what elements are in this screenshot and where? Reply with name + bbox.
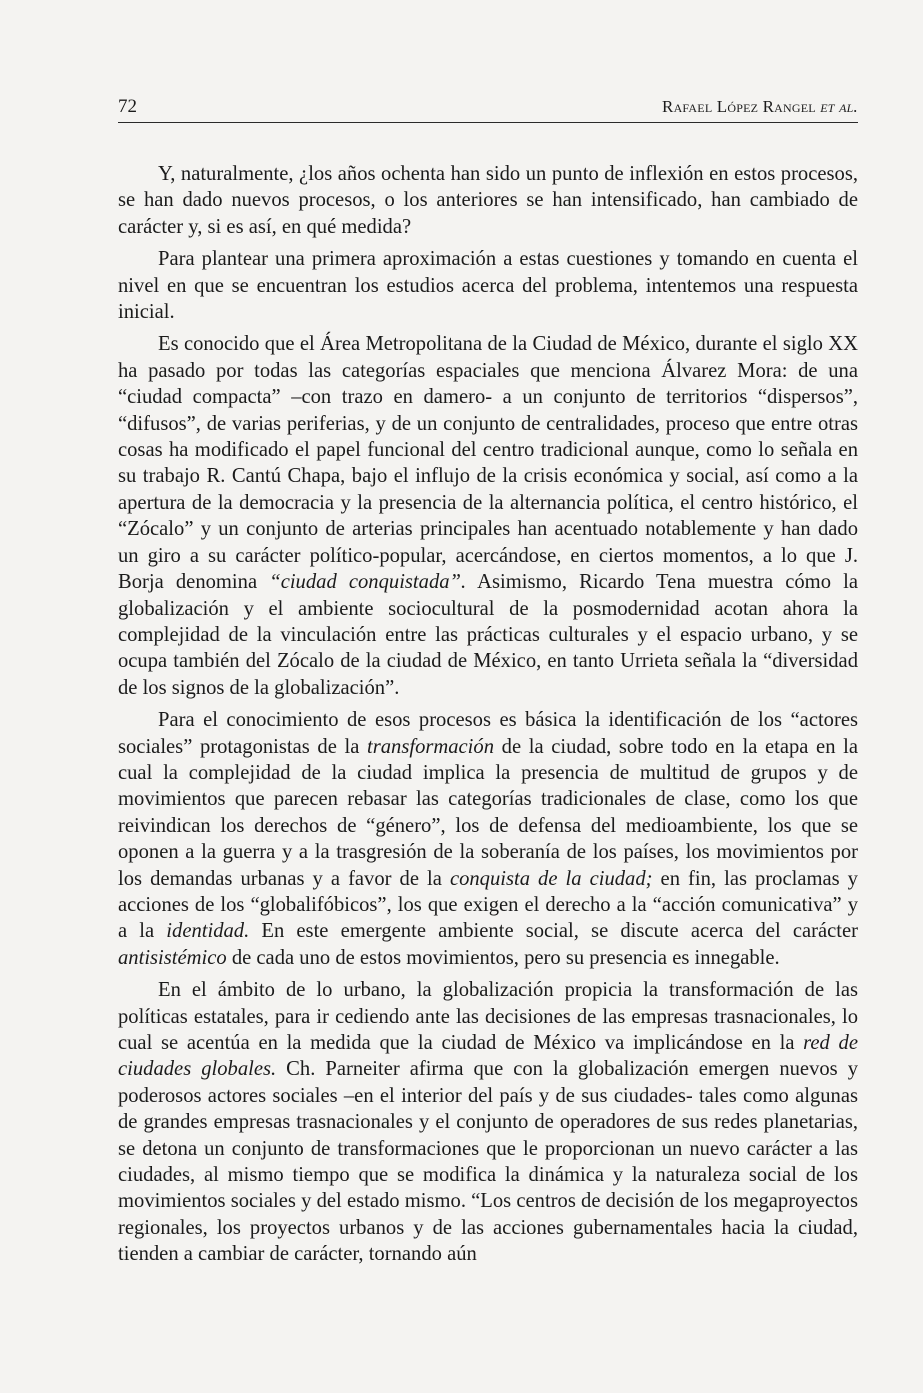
running-title-etal: et al. [820, 97, 858, 116]
running-title [662, 97, 858, 117]
running-header [118, 94, 858, 123]
paragraph-text: En este emergente ambiente social, se discute acerca del carácter [249, 920, 858, 943]
paragraph-text: en fin, las proclamas y acciones de los “globalifóbicos”, los que exigen el derecho a la “acción comunicativa” y a la [118, 867, 858, 943]
paragraph-1 [118, 161, 858, 240]
paragraph-4 [118, 707, 858, 971]
paragraph-text: Para el conocimiento de esos procesos es básica la identificación de los “actores sociales” protagonistas de la [118, 709, 858, 758]
paragraph-text: En el ámbito de lo urbano, la globalización propicia la transformación de las políticas estatales, para ir cediendo ante las decisiones de las empresas trasnacionales, lo cual se acentúa en la medida que la ciudad de México va implicándose en la [118, 979, 858, 1054]
italic-term: conquista de la ciudad; [449, 867, 653, 890]
italic-term: transformación [367, 735, 495, 758]
italic-term: identidad. [166, 920, 250, 943]
page-number: 72 [118, 96, 137, 117]
paragraph-2 [118, 246, 858, 325]
body-text [118, 161, 858, 1268]
paragraph-text: Ch. Parneiter afirma que con la globalización emergen nuevos y poderosos actores sociales –en el interior del país y de sus ciudades- tales como algunas de grandes empresas trasnacionales y el conjunto de operadores de sus redes planetarias, se detona un conjunto de transformaciones que le proporcionan un nuevo carácter a las ciudades, al mismo tiempo que se modifica la dinámica y la naturaleza social de los movimientos sociales y del estado mismo. “Los centros de decisión de los megaproyectos regionales, los proyectos urbanos y de las acciones gubernamentales hacia la ciudad, tienden a cambiar de carácter, tornando aún [118, 1058, 858, 1266]
book-page [118, 94, 858, 1274]
italic-term: “ciudad conquistada”. [269, 571, 467, 594]
running-title-author: Rafael López Rangel [662, 97, 821, 116]
paragraph-text: Asimismo, Ricardo Tena muestra cómo la globalización y el ambiente sociocultural de la posmodernidad acotan ahora la complejidad de la vinculación entre las prácticas culturales y el espacio urbano, y se ocupa también del Zócalo de la ciudad de México, en tanto Urrieta señala la “diversidad de los signos de la globalización”. [118, 571, 858, 699]
paragraph-text: Para plantear una primera aproximación a estas cuestiones y tomando en cuenta el nivel en que se encuentran los estudios acerca del problema, intentemos una respuesta inicial. [118, 248, 858, 324]
paragraph-text: de cada uno de estos movimientos, pero su presencia es innegable. [226, 946, 780, 969]
paragraph-3 [118, 331, 858, 701]
paragraph-text: Y, naturalmente, ¿los años ochenta han sido un punto de inflexión en estos procesos, se han dado nuevos procesos, o los anteriores se han intensificado, han cambiado de carácter y, si es así, en qué medida? [118, 163, 858, 238]
paragraph-text: de la ciudad, sobre todo en la etapa en la cual la complejidad de la ciudad implica la presencia de multitud de grupos y de movimientos que parecen rebasar las categorías tradicionales de clase, como los que reivindican los derechos de “género”, los de defensa del medioambiente, los que se oponen a la guerra y a la trasgresión de la soberanía de los países, los movimientos por los demandas urbanas y a favor de la [118, 735, 858, 890]
paragraph-5 [118, 977, 858, 1267]
italic-term: antisistémico [118, 946, 227, 969]
paragraph-text: Es conocido que el Área Metropolitana de la Ciudad de México, durante el siglo XX ha pasado por todas las categorías espaciales que menciona Álvarez Mora: de una “ciudad compacta” –con trazo en damero- a un conjunto de territorios “dispersos”, “difusos”, de varias periferias, y de un conjunto de centralidades, proceso que entre otras cosas ha modificado el papel funcional del centro tradicional aunque, como lo señala en su trabajo R. Cantú Chapa, bajo el influjo de la crisis económica y social, así como a la apertura de la democracia y la presencia de la alternancia política, el centro histórico, el “Zócalo” y un conjunto de arterias principales han acentuado notablemente y han dado un giro a su carácter político-popular, acercándose, en ciertos momentos, a lo que J. Borja denomina [118, 333, 858, 594]
italic-term: red de ciudades globales. [118, 1032, 858, 1081]
